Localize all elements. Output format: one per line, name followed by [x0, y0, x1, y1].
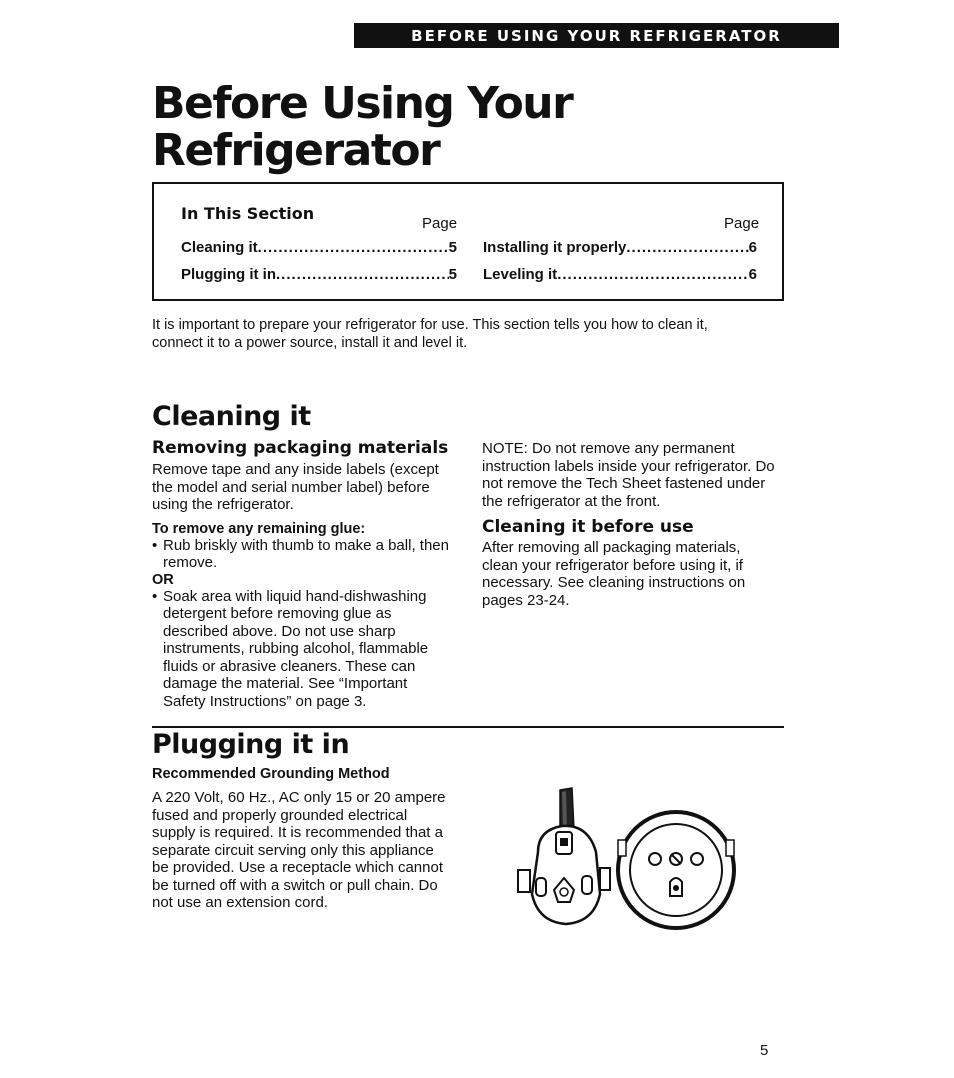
cleaning-right-column — [482, 440, 792, 609]
page-number: 5 — [760, 1042, 769, 1059]
glue-bullet-2: • Soak area with liquid hand-dishwashing detergent before removing glue as described above. Do not use sharp instruments, rubbing alcohol, flammable fluids or abrasive cleaners. These can damage the material. See “Important Safety Instructions” on page 3. — [152, 587, 429, 710]
toc-entry-page: 5 — [448, 239, 457, 256]
toc-entry-label: Cleaning it — [181, 239, 258, 256]
note-text: NOTE: Do not remove any permanent instruction labels inside your refrigerator. Do not remove the Tech Sheet fastened under the refrigerator at the front. — [482, 440, 775, 510]
section-header-bar — [354, 23, 839, 48]
toc-entry-page: 6 — [748, 239, 757, 256]
plug-and-receptacle-illustration — [510, 782, 745, 937]
toc-entry-page: 5 — [448, 266, 457, 283]
receptacle-icon — [618, 812, 734, 928]
toc-entry-label: Plugging it in — [181, 266, 276, 283]
toc-entry-leveling[interactable] — [483, 266, 757, 283]
toc-page-label-left: Page — [422, 215, 458, 232]
toc-entry-cleaning[interactable] — [181, 239, 457, 256]
cleaning-before-use-text: After removing all packaging materials, clean your refrigerator before using it, if necessary. See cleaning instructions on pages 23-24. — [482, 539, 746, 609]
toc-entry-label: Installing it properly — [483, 239, 627, 256]
page-title-line2: Refrigerator — [152, 125, 440, 176]
page-title-line1: Before Using Your — [152, 78, 573, 129]
cleaning-section-title: Cleaning it — [152, 401, 311, 432]
toc-page-label-right: Page — [724, 215, 760, 232]
removing-packaging-text: Remove tape and any inside labels (except the model and serial number label) before using the refrigerator. — [152, 461, 439, 513]
glue-bullet-1: • Rub briskly with thumb to make a ball, then remove. — [152, 536, 449, 571]
intro-line: It is important to prepare your refrigerator for use. This section tells you how to clean it, — [152, 317, 708, 333]
glue-or: OR — [152, 571, 174, 588]
bullet-dot: • — [152, 536, 158, 554]
intro-paragraph — [152, 316, 792, 352]
toc-entry-page: 6 — [748, 266, 757, 283]
page-title — [152, 80, 572, 174]
section-header-text: BEFORE USING YOUR REFRIGERATOR — [411, 26, 782, 45]
toc-box — [152, 182, 784, 301]
cleaning-before-use-heading: Cleaning it before use — [482, 517, 694, 537]
grounding-text: A 220 Volt, 60 Hz., AC only 15 or 20 ampere fused and properly grounded electrical supply is required. It is recommended that a separate circuit serving only this appliance be provided. Use a receptacle which cannot be turned off with a switch or pull chain. Do not use an extension cord. — [152, 789, 446, 911]
bullet-dot: • — [152, 587, 158, 605]
plugging-section-title: Plugging it in — [152, 729, 350, 760]
toc-entry-installing[interactable] — [483, 239, 757, 256]
glue-heading: To remove any remaining glue: — [152, 520, 366, 537]
section-divider — [152, 726, 784, 728]
toc-heading: In This Section — [181, 204, 315, 223]
cleaning-left-column — [152, 438, 472, 710]
grounding-subheading: Recommended Grounding Method — [152, 766, 390, 782]
toc-entry-plugging[interactable] — [181, 266, 457, 283]
plug-icon — [518, 788, 610, 924]
toc-entry-label: Leveling it — [483, 266, 558, 283]
intro-line: connect it to a power source, install it and level it. — [152, 335, 468, 351]
removing-packaging-heading: Removing packaging materials — [152, 438, 449, 458]
